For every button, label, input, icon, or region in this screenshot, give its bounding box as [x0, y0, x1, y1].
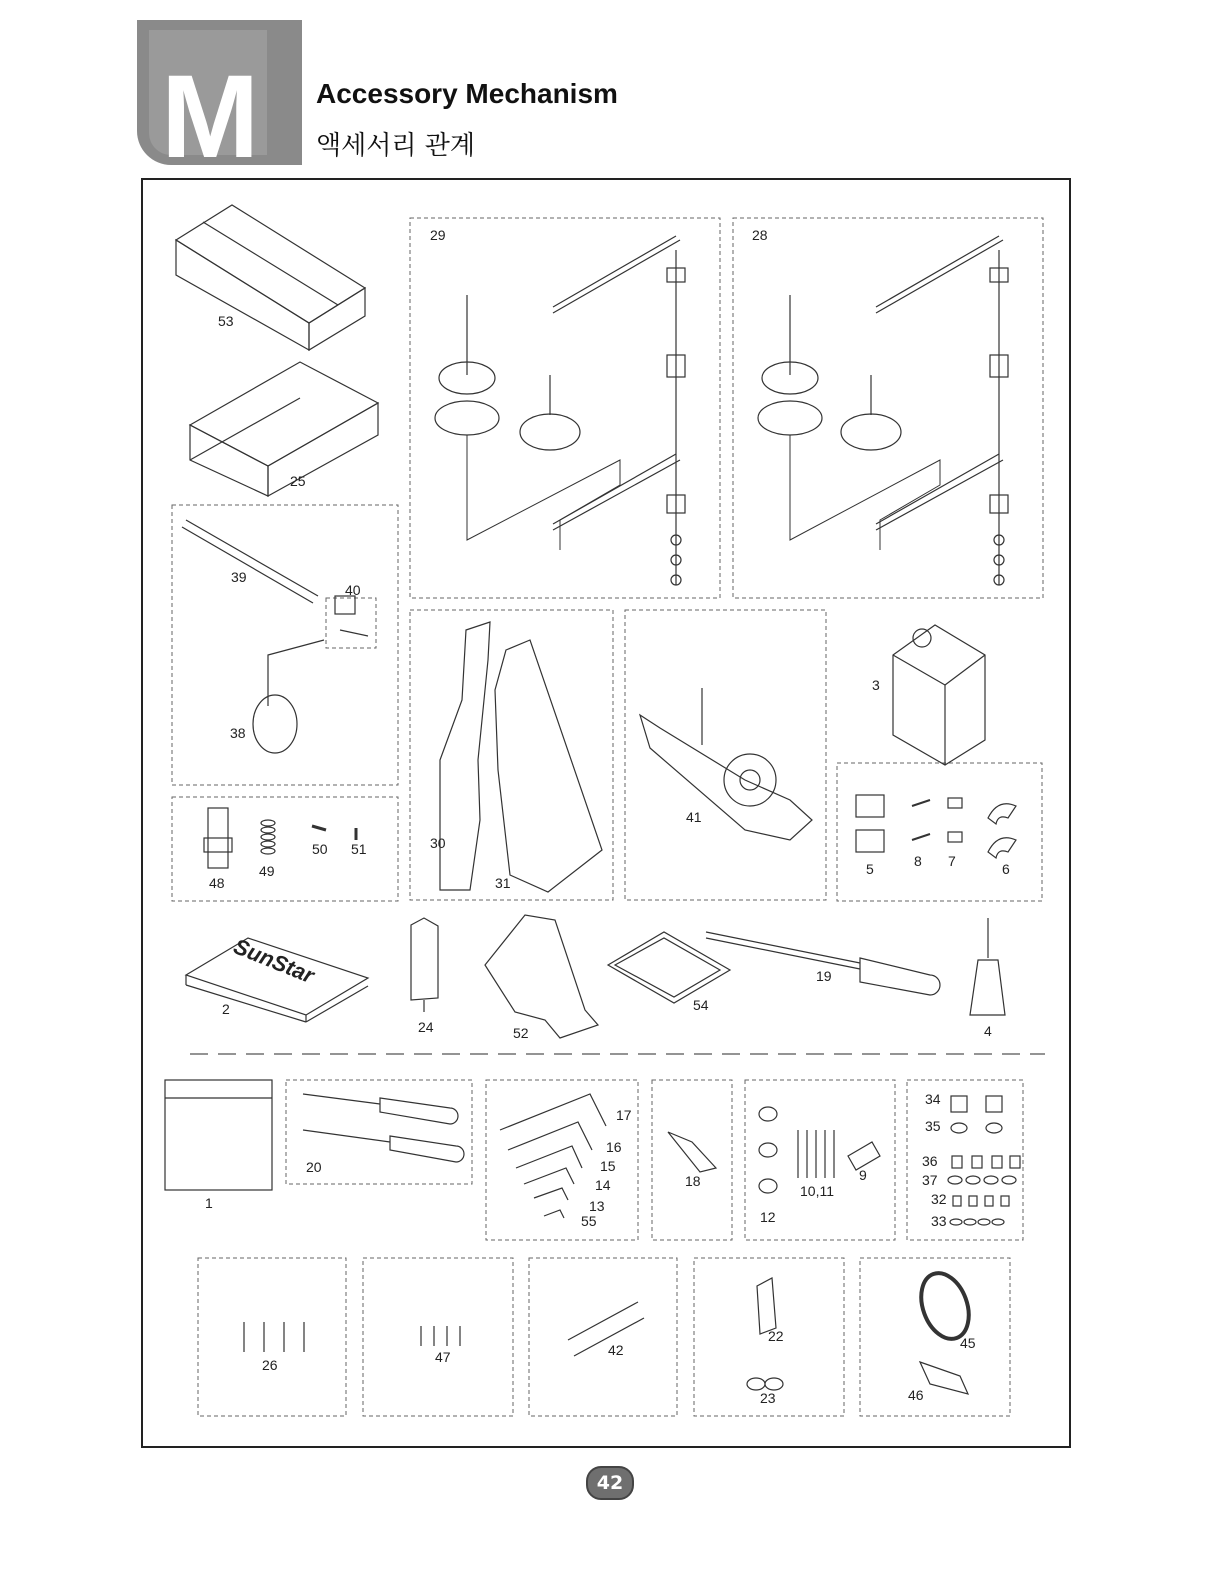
part-45-belt: [913, 1267, 978, 1346]
part-32-screws: [953, 1196, 1009, 1206]
part-50-pin: [312, 826, 326, 830]
part-label-2: 2: [222, 1001, 230, 1017]
section-letter: M: [161, 51, 256, 183]
part-46-clip: [920, 1362, 968, 1394]
part-label-51: 51: [351, 841, 367, 857]
part-4-oiler: [970, 918, 1005, 1015]
part-label-18: 18: [685, 1173, 701, 1189]
part-8-pins: [912, 800, 930, 840]
part-label-41: 41: [686, 809, 702, 825]
part-31-belt-cover: [495, 640, 602, 892]
part-label-24: 24: [418, 1019, 434, 1035]
part-label-20: 20: [306, 1159, 322, 1175]
part-label-40: 40: [345, 582, 361, 598]
part-label-28: 28: [752, 227, 768, 243]
part-38-knee-lever: [253, 640, 324, 753]
part-30-belt-cover: [440, 622, 490, 890]
part-label-8: 8: [914, 853, 922, 869]
part-26-wood-screws: [244, 1322, 304, 1352]
part-48-coupling: [204, 808, 232, 868]
part-20-screwdrivers: [303, 1094, 464, 1162]
part-34-bushings: [951, 1096, 1002, 1112]
part-label-25: 25: [290, 473, 306, 489]
part-label-38: 38: [230, 725, 246, 741]
part-47-screws: [421, 1326, 460, 1346]
part-label-4: 4: [984, 1023, 992, 1039]
section-title-english: Accessory Mechanism: [316, 78, 618, 109]
part-label-31: 31: [495, 875, 511, 891]
part-label-19: 19: [816, 968, 832, 984]
part-3-oil-can: [893, 625, 985, 765]
part-33-washers: [950, 1219, 1004, 1225]
part-label-23: 23: [760, 1390, 776, 1406]
part-label-49: 49: [259, 863, 275, 879]
part-28-thread-stand: [758, 236, 1008, 585]
part-5-blocks: [856, 795, 884, 852]
part-9-needle-case: [848, 1142, 880, 1170]
part-54-tray: [608, 932, 730, 1003]
part-label-39: 39: [231, 569, 247, 585]
section-title-korean: 액세서리 관계: [316, 131, 475, 161]
part-49-spring: [261, 820, 275, 854]
part-52-stand: [485, 915, 598, 1038]
part-36-bolts: [952, 1156, 1020, 1168]
part-18-cutter: [668, 1132, 716, 1172]
part-40-block: [335, 596, 368, 636]
part-label-1011: 10,11: [800, 1183, 834, 1199]
part-label-52: 52: [513, 1025, 529, 1041]
part-label-55: 55: [581, 1213, 597, 1229]
group-boxes: [172, 218, 1043, 1416]
part-label-46: 46: [908, 1387, 924, 1403]
part-label-37: 37: [922, 1172, 938, 1188]
part-42-cable-ties: [568, 1302, 644, 1356]
part-label-7: 7: [948, 853, 956, 869]
part-label-34: 34: [925, 1091, 941, 1107]
page-number-badge: [586, 1466, 634, 1500]
part-label-30: 30: [430, 835, 446, 851]
part-6-caps: [988, 804, 1016, 858]
part-24-holder: [411, 918, 438, 1012]
page-number: 42: [596, 1472, 624, 1494]
part-35-washers: [951, 1123, 1002, 1133]
part-label-17: 17: [616, 1107, 632, 1123]
part-label-14: 14: [595, 1177, 611, 1193]
part-label-53: 53: [218, 313, 234, 329]
part-label-33: 33: [931, 1213, 947, 1229]
part-25-tray: [190, 362, 378, 496]
part-label-42: 42: [608, 1342, 624, 1358]
part-39-shaft: [182, 520, 318, 603]
part-label-12: 12: [760, 1209, 776, 1225]
part-label-54: 54: [693, 997, 709, 1013]
part-label-47: 47: [435, 1349, 451, 1365]
sunstar-logo: SunStar: [230, 933, 318, 989]
part-label-29: 29: [430, 227, 446, 243]
part-label-16: 16: [606, 1139, 622, 1155]
part-label-13: 13: [589, 1198, 605, 1214]
part-label-3: 3: [872, 677, 880, 693]
part-37-washers: [948, 1176, 1016, 1184]
part-1-bag: [165, 1080, 272, 1190]
part-label-26: 26: [262, 1357, 278, 1373]
part-label-35: 35: [925, 1118, 941, 1134]
part-label-9: 9: [859, 1167, 867, 1183]
part-29-thread-stand: [435, 236, 685, 585]
part-19-screwdriver: [706, 932, 940, 995]
part-number-labels: [205, 227, 1010, 1406]
part-label-36: 36: [922, 1153, 938, 1169]
part-label-22: 22: [768, 1328, 784, 1344]
part-label-32: 32: [931, 1191, 947, 1207]
part-10-11-needles: [798, 1130, 834, 1178]
part-label-50: 50: [312, 841, 328, 857]
part-12-bobbins: [759, 1107, 777, 1193]
part-label-48: 48: [209, 875, 225, 891]
part-label-45: 45: [960, 1335, 976, 1351]
part-53-box: [176, 205, 365, 350]
part-label-15: 15: [600, 1158, 616, 1174]
part-label-5: 5: [866, 861, 874, 877]
part-23-washers: [747, 1378, 783, 1390]
part-label-1: 1: [205, 1195, 213, 1211]
part-7-clips: [948, 798, 962, 842]
part-41-bobbin-winder: [640, 688, 812, 840]
part-22-bracket: [757, 1278, 776, 1334]
part-label-6: 6: [1002, 861, 1010, 877]
